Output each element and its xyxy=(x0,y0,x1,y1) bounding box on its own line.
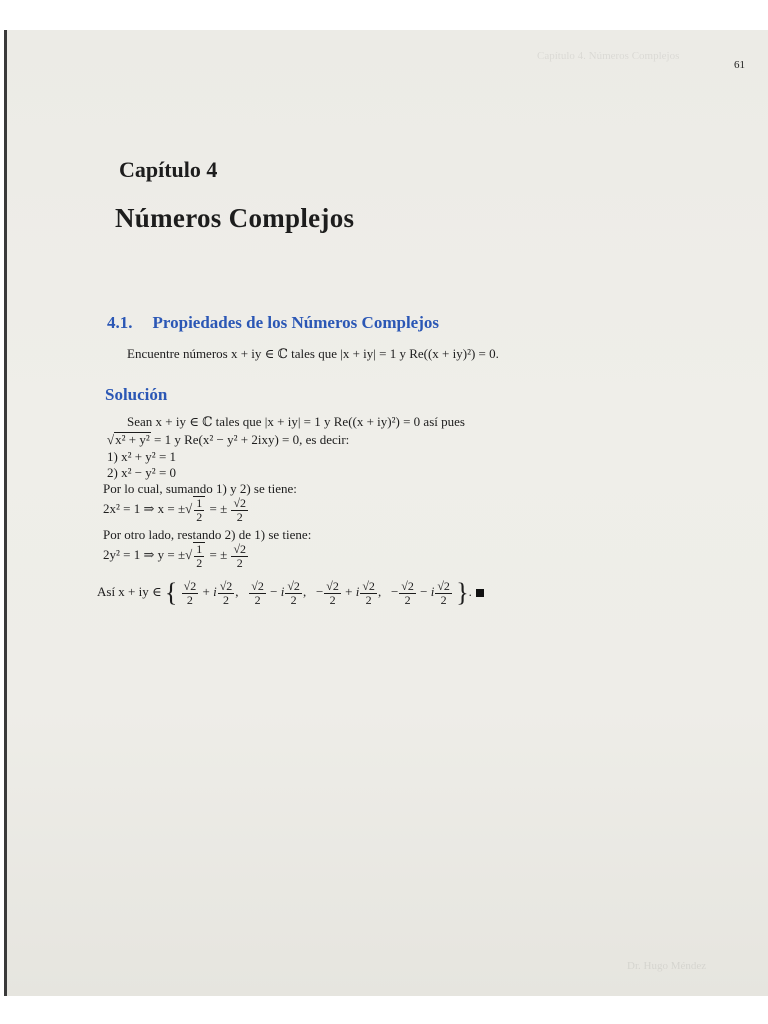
y-solution-lhs: 2y² = 1 ⇒ y = ± xyxy=(103,546,186,562)
solution-line-2: √x² + y² = 1 y Re(x² − y² + 2ixy) = 0, es decir: xyxy=(107,432,350,447)
section-heading xyxy=(107,313,439,333)
sqrt-radicand: x² + y² xyxy=(115,432,150,447)
chapter-label: Capítulo 4 xyxy=(119,157,218,182)
equation-2: 2) x² − y² = 0 xyxy=(107,465,177,480)
qed-square-icon xyxy=(476,589,484,597)
right-brace: } xyxy=(456,578,469,607)
fraction-sqrt2-over-2: $\frac{√2}{2}$ xyxy=(219,578,233,607)
left-brace: { xyxy=(164,578,178,607)
chapter-title: Números Complejos xyxy=(115,203,355,233)
x-solution-lhs: 2x² = 1 ⇒ x = ± xyxy=(103,500,186,516)
page-number: 61 xyxy=(734,59,745,71)
fraction-sqrt2-over-2: $\frac{√2}{2}$ xyxy=(233,495,247,524)
fraction-sqrt2-over-2: $\frac{√2}{2}$ xyxy=(233,541,247,570)
solution-heading: Solución xyxy=(105,385,168,404)
y-solution: 2y² = 1 ⇒ y = ±√ $\frac{1}{2}$ = ± $\frac{√2}{2}$ xyxy=(103,541,247,570)
equation-1: 1) x² + y² = 1 xyxy=(107,449,177,464)
fraction-sqrt2-over-2: $\frac{√2}{2}$ xyxy=(251,578,264,607)
line-2-tail: = 1 y Re(x² − y² + 2ixy) = 0, es decir: xyxy=(150,432,350,447)
fraction-sqrt2-over-2: $\frac{√2}{2}$ xyxy=(401,578,414,607)
solution-set-lhs: Así x + iy ∈ xyxy=(97,583,162,599)
solution-line-sum: Por lo cual, sumando 1) y 2) se tiene: xyxy=(103,481,297,496)
section-title: Propiedades de los Números Complejos xyxy=(152,313,439,332)
fraction-sqrt2-over-2: $\frac{√2}{2}$ xyxy=(326,578,339,607)
footer-author: Dr. Hugo Méndez xyxy=(627,960,707,972)
section-number: 4.1. xyxy=(107,313,133,332)
problem-statement: Encuentre números x + iy ∈ ℂ tales que |x + iy| = 1 y Re((x + iy)²) = 0. xyxy=(127,346,499,361)
fraction-one-half: $\frac{1}{2}$ xyxy=(193,496,205,524)
solution-set: Así x + iy ∈ { $\frac{√2}{2}$ + i $\frac{√2}{2}$ , $\frac{√2}{2}$ − i $\frac{√2}{2}$ , − $\frac{√2}{2}$ + i $\frac{√2}{2}$ , − $\frac{√2}{2}$ − i $\frac{√2}{2}$ }. xyxy=(97,578,484,608)
solution-line-difference: Por otro lado, restando 2) de 1) se tiene: xyxy=(103,527,312,542)
fraction-sqrt2-over-2: $\frac{√2}{2}$ xyxy=(183,578,197,607)
fraction-sqrt2-over-2: $\frac{√2}{2}$ xyxy=(362,578,375,607)
fraction-one-half: $\frac{1}{2}$ xyxy=(193,542,205,570)
fraction-sqrt2-over-2: $\frac{√2}{2}$ xyxy=(437,578,450,607)
running-header: Capítulo 4. Números Complejos xyxy=(537,50,680,62)
x-solution: 2x² = 1 ⇒ x = ±√ $\frac{1}{2}$ = ± $\frac{√2}{2}$ xyxy=(103,495,247,524)
document-page xyxy=(4,30,768,996)
solution-line-1: Sean x + iy ∈ ℂ tales que |x + iy| = 1 y Re((x + iy)²) = 0 así pues xyxy=(127,414,465,429)
fraction-sqrt2-over-2: $\frac{√2}{2}$ xyxy=(287,578,300,607)
